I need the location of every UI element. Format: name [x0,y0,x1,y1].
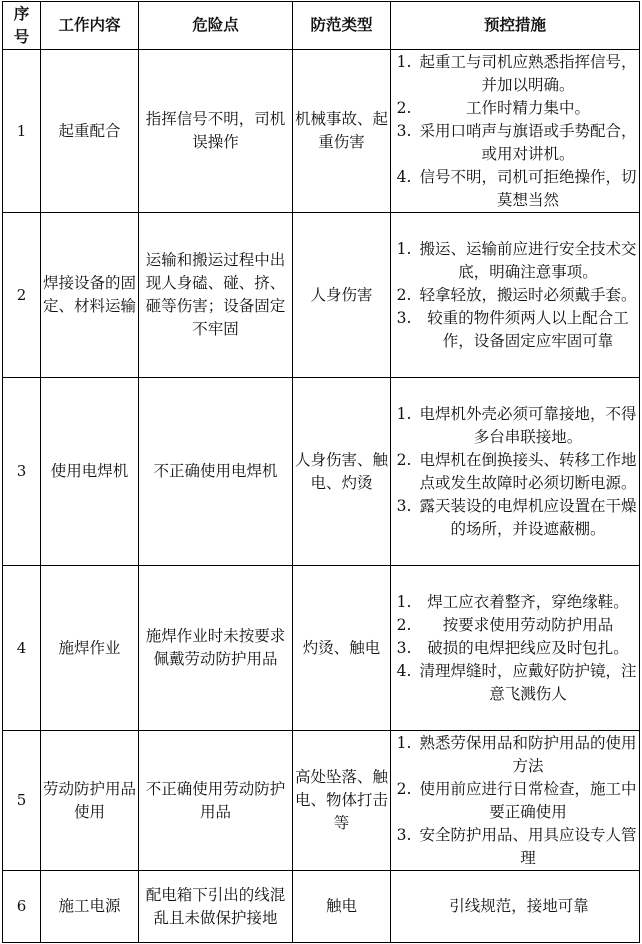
header-row [3,2,640,50]
row-seq: 4 [3,566,41,731]
row-work: 劳动防护用品使用 [41,731,139,871]
row-hazard: 施焊作业时未按要求佩戴劳动防护用品 [139,566,293,731]
row-work: 焊接设备的固定、材料运输 [41,213,139,378]
measure-item: 2. 工作时精力集中。 [396,98,590,117]
measures-list [391,51,639,212]
measure-item: 3. 露天装设的电焊机应设置在干燥的场所，并设遮蔽棚。 [396,496,637,538]
measure-item: 4. 信号不明，司机可拒绝操作，切莫想当然 [396,167,637,209]
measure-item: 3. 采用口哨声与旗语或手势配合，或用对讲机。 [396,121,637,163]
row-hazard: 不正确使用电焊机 [139,378,293,566]
row-seq: 3 [3,378,41,566]
table-row [3,378,640,566]
measures-list [391,238,639,353]
header-hazard: 危险点 [139,2,293,50]
row-hazard: 指挥信号不明，司机误操作 [139,50,293,213]
row-work: 施工电源 [41,871,139,943]
header-measures: 预控措施 [391,2,640,50]
measure-item: 2. 轻拿轻放，搬运时必须戴手套。 [396,285,637,304]
row-type: 灼烫、触电 [293,566,391,731]
measure-item: 3. 较重的物件须两人以上配合工作，设备固定应牢固可靠 [396,308,629,350]
measures-list [391,732,639,870]
table-row [3,213,640,378]
row-measures [391,213,640,378]
measure-item: 1. 熟悉劳保用品和防护用品的使用方法 [396,733,637,775]
measure-item: 2. 电焊机在倒换接头、转移工作地点或发生故障时必须切断电源。 [396,450,637,492]
row-work: 起重配合 [41,50,139,213]
measures-list [391,403,639,541]
table-row [3,50,640,213]
row-type: 高处坠落、触电、物体打击等 [293,731,391,871]
header-seq: 序 号 [3,2,41,50]
measures-list [391,591,639,706]
row-type: 触电 [293,871,391,943]
table-row [3,731,640,871]
header-type: 防范类型 [293,2,391,50]
measure-item: 1. 焊工应衣着整齐，穿绝缘鞋。 [396,592,629,611]
measure-item: 4. 清理焊缝时，应戴好防护镜，注意飞溅伤人 [396,661,637,703]
row-measures [391,50,640,213]
measure-item: 2. 使用前应进行日常检查，施工中要正确使用 [396,779,637,821]
row-seq: 2 [3,213,41,378]
row-hazard: 配电箱下引出的线混乱且未做保护接地 [139,871,293,943]
measure-item: 2. 按要求使用劳动防护用品 [396,615,614,634]
row-measures [391,378,640,566]
risk-control-table [2,1,640,943]
measure-item: 3. 安全防护用品、用具应设专人管理 [396,825,637,867]
row-hazard: 运输和搬运过程中出现人身磕、碰、挤、砸等伤害；设备固定不牢固 [139,213,293,378]
measure-item: 1. 电焊机外壳必须可靠接地，不得多台串联接地。 [396,404,637,446]
row-type: 人身伤害、触电、灼烫 [293,378,391,566]
row-seq: 5 [3,731,41,871]
row-seq: 6 [3,871,41,943]
table-row [3,871,640,943]
row-type: 机械事故、起重伤害 [293,50,391,213]
row-seq: 1 [3,50,41,213]
measure-item: 1. 起重工与司机应熟悉指挥信号，并加以明确。 [396,52,637,94]
row-work: 使用电焊机 [41,378,139,566]
row-measures [391,566,640,731]
row-hazard: 不正确使用劳动防护用品 [139,731,293,871]
measure-item: 3. 破损的电焊把线应及时包扎。 [396,638,629,657]
row-measures: 引线规范，接地可靠 [391,871,640,943]
row-work: 施焊作业 [41,566,139,731]
row-type: 人身伤害 [293,213,391,378]
row-measures [391,731,640,871]
header-work: 工作内容 [41,2,139,50]
table-row [3,566,640,731]
measure-item: 1. 搬运、运输前应进行安全技术交底，明确注意事项。 [396,239,637,281]
